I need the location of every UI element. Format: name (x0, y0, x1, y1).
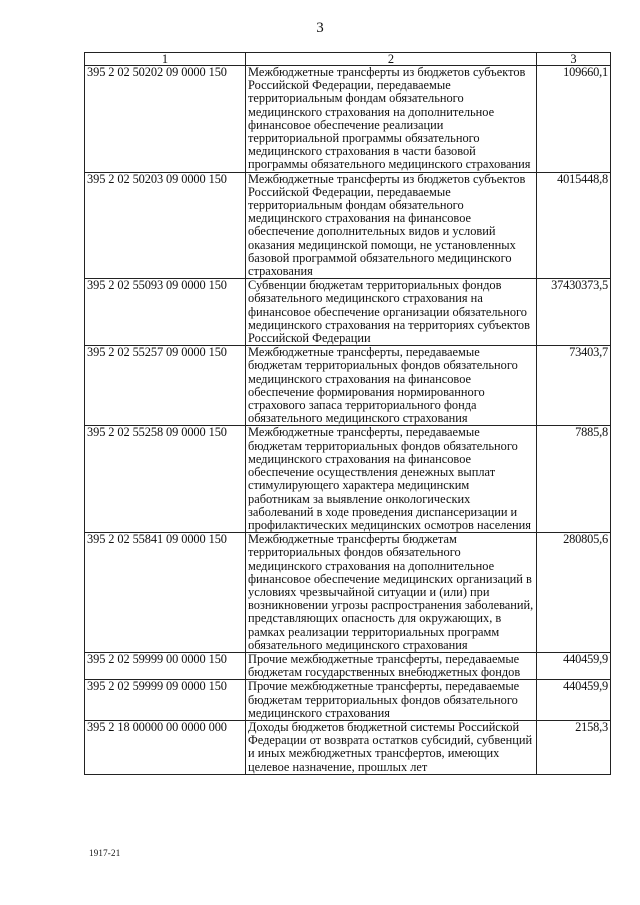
budget-code-cell: 395 2 02 55841 09 0000 150 (85, 533, 246, 653)
budget-code-cell: 395 2 02 55093 09 0000 150 (85, 279, 246, 346)
table-row (85, 680, 611, 721)
budget-code-cell: 395 2 02 59999 00 0000 150 (85, 652, 246, 679)
revenue-name-cell: Межбюджетные трансферты из бюджетов субъектов Российской Федерации, передаваемые территориальным фондам обязательного медицинского страхования на дополнительное финансовое обеспечение реализации территориальной программы обязательного медицинского страхования в части базовой программы обязательного медицинского страхования (246, 66, 537, 173)
revenue-name-cell: Прочие межбюджетные трансферты, передаваемые бюджетам территориальных фондов обязательного медицинского страхования (246, 680, 537, 721)
budget-code-cell: 395 2 02 55257 09 0000 150 (85, 346, 246, 426)
revenue-name-cell: Субвенции бюджетам территориальных фондов обязательного медицинского страхования на финансовое обеспечение организации обязательного медицинского страхования на территориях субъектов Российской Федерации (246, 279, 537, 346)
revenue-name-cell: Межбюджетные трансферты из бюджетов субъектов Российской Федерации, передаваемые территориальным фондам обязательного медицинского страхования на финансовое обеспечение дополнительных видов и условий оказания медицинской помощи, не установленных базовой программой обязательного медицинского страхования (246, 172, 537, 279)
budget-code-cell: 395 2 18 00000 00 0000 000 (85, 720, 246, 774)
table-header-row (85, 53, 611, 66)
amount-cell: 440459,9 (537, 652, 611, 679)
table-row (85, 426, 611, 533)
revenue-name-cell: Межбюджетные трансферты, передаваемые бюджетам территориальных фондов обязательного медицинского страхования на финансовое обеспечение осуществления денежных выплат стимулирующего характера медицинским работникам за выявление онкологических заболеваний в ходе проведения диспансеризации и профилактических медицинских осмотров населения (246, 426, 537, 533)
page-number: 3 (316, 20, 324, 36)
document-footer-code: 1917-21 (89, 848, 121, 858)
column-header-name: 2 (246, 53, 537, 66)
table-row (85, 720, 611, 774)
amount-cell: 73403,7 (537, 346, 611, 426)
table-row (85, 533, 611, 653)
table-row (85, 346, 611, 426)
revenue-name-cell: Межбюджетные трансферты, передаваемые бюджетам территориальных фондов обязательного медицинского страхования на финансовое обеспечение формирования нормированного страхового запаса территориального фонда обязательного медицинского страхования (246, 346, 537, 426)
amount-cell: 7885,8 (537, 426, 611, 533)
amount-cell: 4015448,8 (537, 172, 611, 279)
budget-code-cell: 395 2 02 55258 09 0000 150 (85, 426, 246, 533)
table-row (85, 652, 611, 679)
revenue-name-cell: Прочие межбюджетные трансферты, передаваемые бюджетам государственных внебюджетных фондов (246, 652, 537, 679)
budget-code-cell: 395 2 02 50203 09 0000 150 (85, 172, 246, 279)
table-row (85, 279, 611, 346)
budget-revenue-table (84, 52, 611, 775)
amount-cell: 280805,6 (537, 533, 611, 653)
amount-cell: 37430373,5 (537, 279, 611, 346)
column-header-code: 1 (85, 53, 246, 66)
revenue-name-cell: Межбюджетные трансферты бюджетам территориальных фондов обязательного медицинского страхования на дополнительное финансовое обеспечение медицинских организаций в условиях чрезвычайной ситуации и (или) при возникновении угрозы распространения заболеваний, представляющих опасность для окружающих, в рамках реализации территориальных программ обязательного медицинского страхования (246, 533, 537, 653)
amount-cell: 109660,1 (537, 66, 611, 173)
table-row (85, 66, 611, 173)
budget-code-cell: 395 2 02 50202 09 0000 150 (85, 66, 246, 173)
column-header-amount: 3 (537, 53, 611, 66)
revenue-name-cell: Доходы бюджетов бюджетной системы Российской Федерации от возврата остатков субсидий, субвенций и иных межбюджетных трансфертов, имеющих целевое назначение, прошлых лет (246, 720, 537, 774)
budget-code-cell: 395 2 02 59999 09 0000 150 (85, 680, 246, 721)
amount-cell: 2158,3 (537, 720, 611, 774)
table-row (85, 172, 611, 279)
amount-cell: 440459,9 (537, 680, 611, 721)
